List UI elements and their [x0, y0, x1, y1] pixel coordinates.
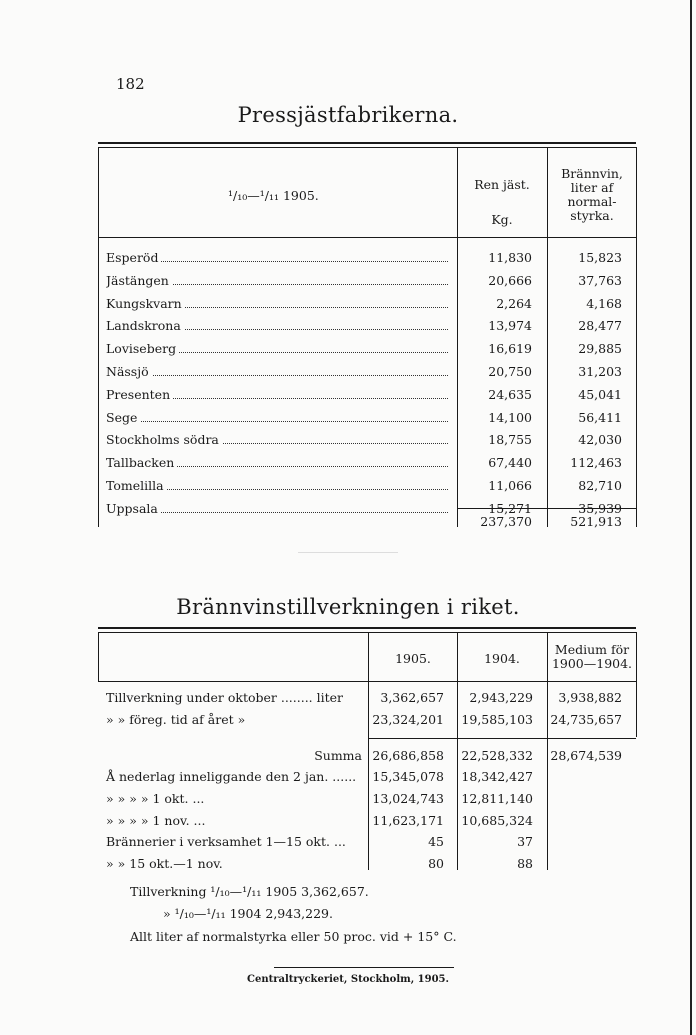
page-edge — [690, 0, 692, 1035]
brannvin-value: 28,477 — [578, 318, 622, 333]
col-brannvin-header-3: normal- — [567, 194, 617, 209]
jast-value: 24,635 — [488, 387, 532, 402]
jast-value: 20,750 — [488, 364, 532, 379]
header-medium-2: 1900—1904. — [551, 656, 633, 671]
jast-value: 67,440 — [488, 455, 532, 470]
stat-medium-value: 24,735,657 — [550, 712, 622, 727]
factory-row-label — [106, 410, 448, 425]
stat-v1904-value: 18,342,427 — [461, 769, 533, 784]
jast-value: 13,974 — [488, 318, 532, 333]
col-brannvin-header-2: liter af — [570, 180, 614, 195]
table2-top-rule — [98, 627, 636, 629]
page-number: 182 — [116, 75, 145, 93]
jast-value: 20,666 — [488, 273, 532, 288]
jast-value: 14,100 — [488, 410, 532, 425]
stat-row-label: » » » » 1 okt. ... — [106, 791, 205, 806]
factory-row-label — [106, 478, 448, 493]
brannvin-value: 4,168 — [586, 296, 622, 311]
factory-name: Tomelilla — [106, 478, 167, 493]
header-medium-1: Medium för — [554, 642, 630, 657]
brannvin-value: 35,939 — [578, 501, 622, 516]
col-ren-jast-header: Ren jäst. — [474, 177, 530, 192]
total-brannvin: 521,913 — [570, 514, 622, 529]
factory-name: Esperöd — [106, 250, 161, 265]
stat-v1904-value: 12,811,140 — [461, 791, 533, 806]
section2-title: Brännvinstillverkningen i riket. — [176, 595, 520, 619]
factory-row-label — [106, 387, 448, 402]
table1-top-rule — [98, 142, 636, 144]
stat-v1905-value: 13,024,743 — [372, 791, 444, 806]
factory-name: Stockholms södra — [106, 432, 222, 447]
brannvin-value: 37,763 — [578, 273, 622, 288]
jast-value: 11,830 — [488, 250, 532, 265]
stat-row-label: Tillverkning under oktober ........ liter — [106, 690, 344, 705]
factory-row-label — [106, 318, 448, 333]
table2-header-rule — [98, 681, 636, 682]
brannvin-value: 56,411 — [578, 410, 622, 425]
factory-name: Nässjö — [106, 364, 152, 379]
factory-name: Jästängen — [106, 273, 172, 288]
stat-v1905-value: 15,345,078 — [372, 769, 444, 784]
brannvin-value: 42,030 — [578, 432, 622, 447]
table2-top-rule-thin — [98, 632, 636, 633]
leader-dots — [106, 375, 448, 376]
factory-row-label — [106, 432, 448, 447]
factory-row-label — [106, 273, 448, 288]
factory-row-label — [106, 455, 448, 470]
stat-v1905-value: 11,623,171 — [372, 813, 444, 828]
stat-v1905-value: 23,324,201 — [372, 712, 444, 727]
jast-value: 15,271 — [488, 501, 532, 516]
stat-medium-value: 3,938,882 — [558, 690, 622, 705]
stat-v1904-value: 88 — [517, 856, 533, 871]
footer-rule — [274, 967, 454, 968]
brannvin-value: 29,885 — [578, 341, 622, 356]
table1-header-rule — [98, 237, 636, 238]
col-brannvin-header-4: styrka. — [570, 208, 614, 223]
faint-divider — [298, 552, 398, 553]
stat-row-label: Summa — [314, 748, 362, 763]
brannvin-value: 31,203 — [578, 364, 622, 379]
factory-name: Landskrona — [106, 318, 184, 333]
stat-row-label: » » 15 okt.—1 nov. — [106, 856, 223, 871]
stat-medium-value: 28,674,539 — [550, 748, 622, 763]
period-label: ¹/₁₀—¹/₁₁ 1905. — [228, 188, 319, 203]
factory-name: Tallbacken — [106, 455, 177, 470]
factory-row-label — [106, 364, 448, 379]
stat-v1904-value: 19,585,103 — [461, 712, 533, 727]
stat-v1904-value: 22,528,332 — [461, 748, 533, 763]
factory-name: Presenten — [106, 387, 173, 402]
jast-value: 18,755 — [488, 432, 532, 447]
factory-row-label — [106, 296, 448, 311]
stat-v1905-value: 3,362,657 — [380, 690, 444, 705]
factory-row-label — [106, 341, 448, 356]
jast-value: 2,264 — [496, 296, 532, 311]
stat-v1904-value: 37 — [517, 834, 533, 849]
stat-v1905-value: 45 — [428, 834, 444, 849]
factory-name: Sege — [106, 410, 140, 425]
factory-name: Kungskvarn — [106, 296, 185, 311]
stat-row-label: » » föreg. tid af året » — [106, 712, 246, 727]
table1-top-rule-thin — [98, 147, 636, 148]
stat-row-label: » » » » 1 nov. ... — [106, 813, 206, 828]
brannvin-value: 45,041 — [578, 387, 622, 402]
brannvin-value: 15,823 — [578, 250, 622, 265]
factory-name: Uppsala — [106, 501, 161, 516]
printer-footer: Centraltryckeriet, Stockholm, 1905. — [247, 974, 449, 985]
note-2: » ¹/₁₀—¹/₁₁ 1904 2,943,229. — [163, 906, 333, 921]
col-kg-header: Kg. — [491, 212, 513, 227]
header-1904: 1904. — [484, 651, 520, 666]
stat-v1905-value: 80 — [428, 856, 444, 871]
jast-value: 11,066 — [488, 478, 532, 493]
note-3: Allt liter af normalstyrka eller 50 proc. vid + 15° C. — [130, 929, 457, 944]
stat-v1904-value: 2,943,229 — [469, 690, 533, 705]
note-1: Tillverkning ¹/₁₀—¹/₁₁ 1905 3,362,657. — [130, 884, 369, 899]
stat-row-label: Å nederlag inneliggande den 2 jan. ...... — [106, 769, 357, 784]
leader-dots — [106, 421, 448, 422]
factory-row-label — [106, 501, 448, 516]
factory-name: Loviseberg — [106, 341, 179, 356]
section1-title: Pressjästfabrikerna. — [237, 103, 459, 127]
table2-sum-rule — [368, 738, 636, 739]
factory-row-label — [106, 250, 448, 265]
brannvin-value: 112,463 — [570, 455, 622, 470]
stat-v1904-value: 10,685,324 — [461, 813, 533, 828]
header-1905: 1905. — [395, 651, 431, 666]
jast-value: 16,619 — [488, 341, 532, 356]
total-jast: 237,370 — [480, 514, 532, 529]
brannvin-value: 82,710 — [578, 478, 622, 493]
stat-v1905-value: 26,686,858 — [372, 748, 444, 763]
col-brannvin-header-1: Brännvin, — [561, 166, 623, 181]
stat-row-label: Brännerier i verksamhet 1—15 okt. ... — [106, 834, 346, 849]
